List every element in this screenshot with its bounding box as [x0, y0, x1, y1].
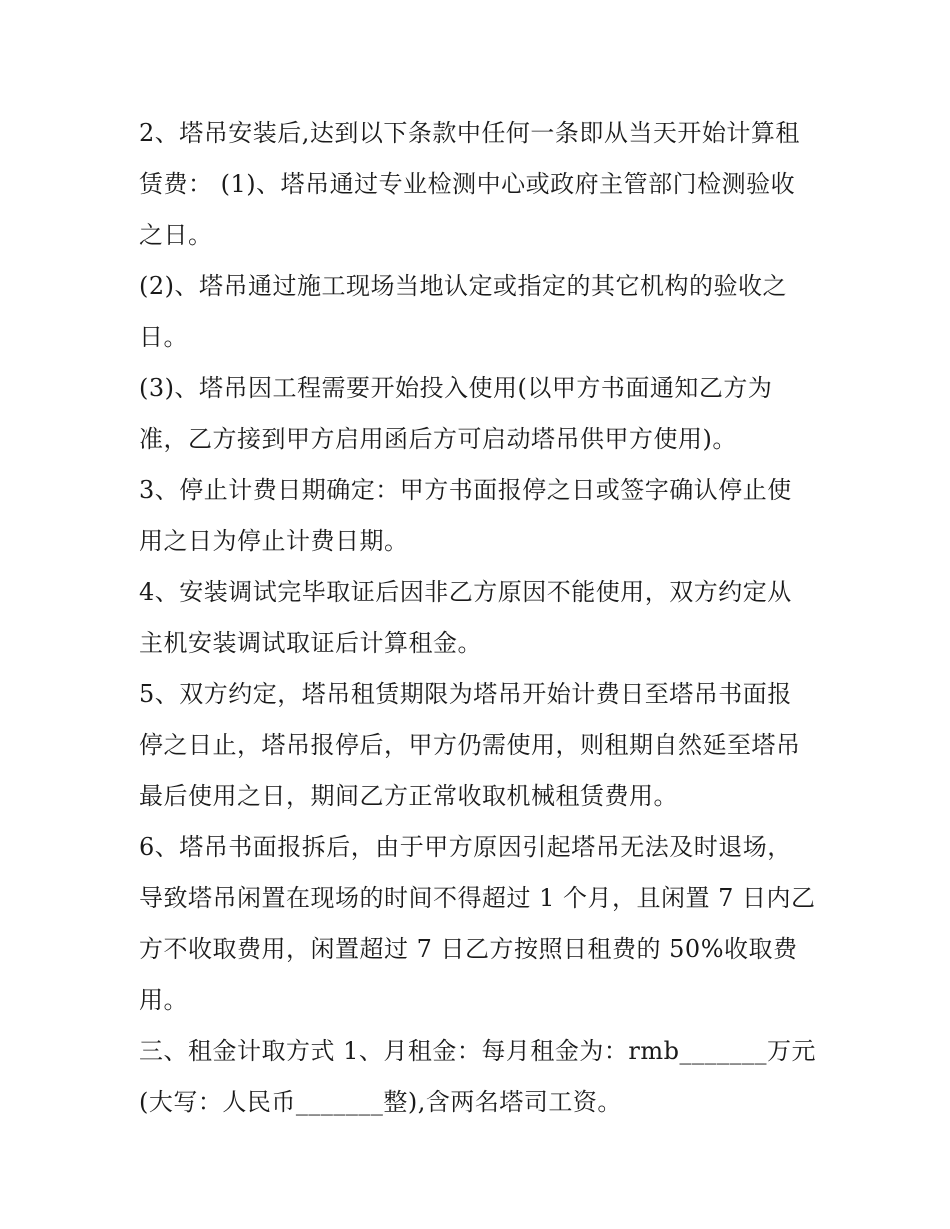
text-line: 6、塔吊书面报拆后，由于甲方原因引起塔吊无法及时退场， — [139, 833, 792, 861]
text-line: 用。 — [139, 986, 188, 1014]
text-line: 方不收取费用，闲置超过 7 日乙方按照日租费的 50%收取费 — [139, 935, 798, 963]
text-line: 日。 — [139, 323, 188, 351]
paragraph-clause-6 — [139, 822, 819, 1026]
text-line: 2、塔吊安装后,达到以下条款中任何一条即从当天开始计算租 — [139, 119, 800, 147]
text-line: 3、停止计费日期确定：甲方书面报停之日或签字确认停止使 — [139, 476, 792, 504]
text-line: 用之日为停止计费日期。 — [139, 527, 409, 555]
text-line: 最后使用之日，期间乙方正常收取机械租赁费用。 — [139, 782, 678, 810]
paragraph-clause-2 — [139, 108, 819, 261]
paragraph-clause-3 — [139, 465, 819, 567]
paragraph-clause-2-item-2 — [139, 261, 819, 363]
text-line: (2)、塔吊通过施工现场当地认定或指定的其它机构的验收之 — [139, 272, 787, 300]
text-line: 之日。 — [139, 221, 213, 249]
paragraph-clause-4 — [139, 567, 819, 669]
text-line: 赁费： (1)、塔吊通过专业检测中心或政府主管部门检测验收 — [139, 170, 796, 198]
paragraph-clause-5 — [139, 669, 819, 822]
text-line: 主机安装调试取证后计算租金。 — [139, 629, 482, 657]
document-body — [139, 108, 819, 1128]
text-line: (3)、塔吊因工程需要开始投入使用(以甲方书面通知乙方为 — [139, 374, 773, 402]
paragraph-clause-2-item-3 — [139, 363, 819, 465]
text-line: 导致塔吊闲置在现场的时间不得超过 1 个月，且闲置 7 日内乙 — [139, 884, 816, 912]
text-line: 停之日止，塔吊报停后，甲方仍需使用，则租期自然延至塔吊 — [139, 731, 801, 759]
text-line: 三、租金计取方式 1、月租金：每月租金为：rmb_______万元 — [139, 1037, 816, 1065]
paragraph-section-3-rent — [139, 1026, 819, 1128]
text-line: (大写：人民币_______整),含两名塔司工资。 — [139, 1088, 622, 1116]
text-line: 准，乙方接到甲方启用函后方可启动塔吊供甲方使用)。 — [139, 425, 737, 453]
text-line: 4、安装调试完毕取证后因非乙方原因不能使用，双方约定从 — [139, 578, 792, 606]
text-line: 5、双方约定，塔吊租赁期限为塔吊开始计费日至塔吊书面报 — [139, 680, 792, 708]
